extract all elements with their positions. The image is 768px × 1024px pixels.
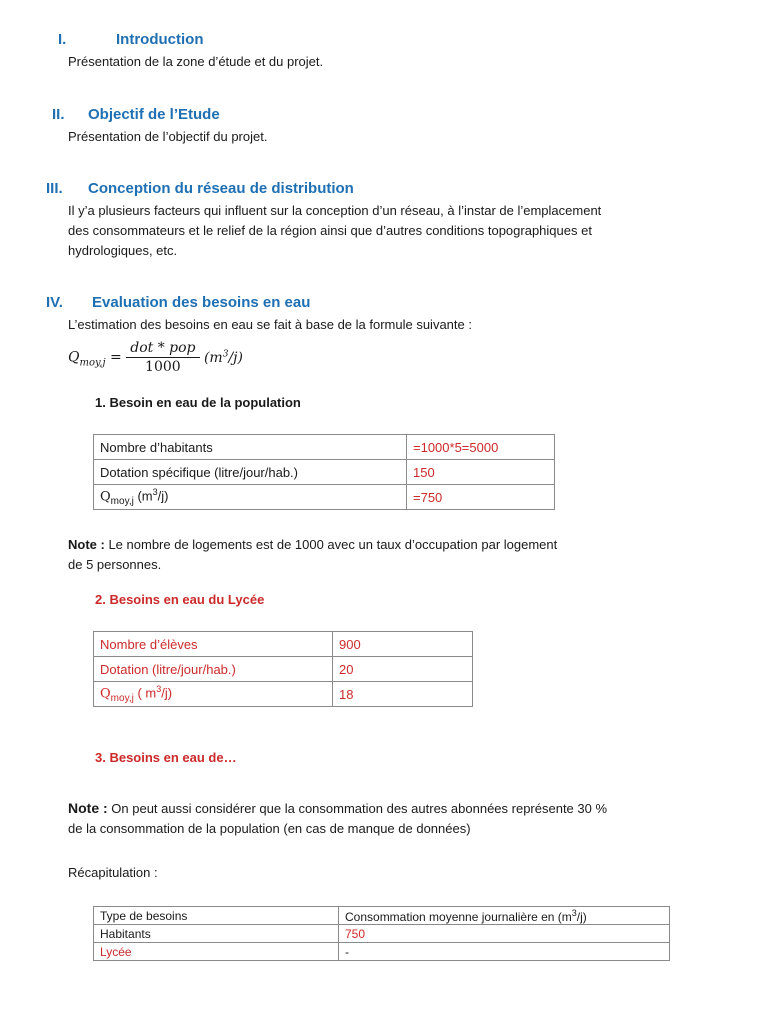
q-symbol: Q [100, 489, 111, 505]
table-cell-value: 18 [333, 682, 473, 707]
table-cell-label: Nombre d’élèves [94, 632, 333, 657]
water-demand-formula [68, 340, 243, 375]
section-4-heading [46, 294, 310, 311]
section-3-title: Conception du réseau de distribution [88, 180, 354, 197]
lycee-table [93, 631, 473, 707]
table-header-type: Type de besoins [94, 907, 339, 925]
section-1-number: I. [58, 31, 67, 48]
q-unit-end: /j) [157, 488, 169, 504]
section-3-line-2: des consommateurs et le relief de la région ainsi que d’autres conditions topographiques et [68, 223, 592, 238]
section-3-line-1: Il y’a plusieurs facteurs qui influent sur la conception d’un réseau, à l’instar de l’emplacement [68, 203, 602, 218]
note-1-line-1: Le nombre de logements est de 1000 avec un taux d’occupation par logement [104, 537, 558, 552]
table-cell-label [94, 682, 333, 707]
table-row [94, 435, 555, 460]
table-cell-label: Dotation (litre/jour/hab.) [94, 657, 333, 682]
formula-numerator: dot * pop [126, 340, 199, 358]
table-cell-label [94, 485, 407, 510]
table-cell-value: 750 [339, 925, 670, 943]
table-row [94, 682, 473, 707]
formula-unit-exponent: 3 [222, 348, 229, 359]
section-4-text: L’estimation des besoins en eau se fait à base de la formule suivante : [68, 317, 472, 332]
note-1 [68, 535, 708, 575]
table-cell-value: - [339, 943, 670, 961]
table-row [94, 632, 473, 657]
section-2-title: Objectif de l’Etude [88, 106, 220, 123]
table-cell-value: =1000*5=5000 [407, 435, 555, 460]
table-header-consumption [339, 907, 670, 925]
section-4-title: Evaluation des besoins en eau [92, 294, 311, 311]
population-table [93, 434, 555, 510]
section-3-heading [46, 180, 354, 197]
note-2 [68, 798, 718, 839]
q-exponent: 3 [156, 684, 162, 695]
recap-table [93, 906, 670, 961]
section-1-heading [58, 31, 203, 48]
subsection-3-title: 3. Besoins en eau de… [95, 750, 237, 765]
q-unit: (m [133, 488, 153, 504]
section-1-text: Présentation de la zone d’étude et du projet. [68, 54, 324, 69]
formula-denominator: 1000 [145, 359, 181, 375]
section-1-title: Introduction [116, 31, 204, 48]
formula-unit [204, 350, 243, 366]
table-cell-label: Nombre d’habitants [94, 435, 407, 460]
section-3-number: III. [46, 180, 63, 197]
table-header-row [94, 907, 670, 925]
table-row [94, 485, 555, 510]
table-cell-label: Dotation spécifique (litre/jour/hab.) [94, 460, 407, 485]
recap-title: Récapitulation : [68, 865, 158, 880]
note-2-line-2: de la consommation de la population (en cas de manque de données) [68, 821, 471, 836]
section-2-number: II. [52, 106, 65, 123]
q-subscript: moy,j [110, 495, 134, 507]
header-consumption-end: /j) [576, 909, 587, 924]
section-2-text: Présentation de l’objectif du projet. [68, 129, 268, 144]
formula-fraction [126, 340, 199, 375]
formula-unit-close: /j) [228, 349, 243, 366]
table-row [94, 943, 670, 961]
section-2-heading [52, 106, 220, 123]
table-cell-label: Habitants [94, 925, 339, 943]
table-cell-value: =750 [407, 485, 555, 510]
formula-lhs-subscript: moy,j [79, 357, 106, 369]
q-exponent: 3 [152, 487, 158, 498]
note-1-label: Note : [68, 537, 105, 552]
section-4-number: IV. [46, 294, 63, 311]
note-2-label: Note : [68, 800, 108, 816]
q-unit: ( m [133, 685, 157, 701]
header-consumption-exponent: 3 [571, 907, 577, 918]
note-2-line-1: On peut aussi considérer que la consommation des autres abonnées représente 30 % [107, 801, 608, 816]
section-3-line-3: hydrologiques, etc. [68, 243, 178, 258]
note-1-line-2: de 5 personnes. [68, 557, 162, 572]
table-row [94, 460, 555, 485]
q-subscript: moy,j [110, 692, 134, 704]
formula-equals: = [110, 349, 122, 366]
table-cell-value: 150 [407, 460, 555, 485]
subsection-2-title: 2. Besoins en eau du Lycée [95, 592, 265, 607]
table-row [94, 657, 473, 682]
section-3-paragraph [68, 201, 708, 261]
q-symbol: Q [100, 686, 111, 702]
table-cell-value: 900 [333, 632, 473, 657]
table-cell-label: Lycée [94, 943, 339, 961]
header-consumption-text: Consommation moyenne journalière en (m [345, 909, 572, 924]
subsection-1-title: 1. Besoin en eau de la population [95, 395, 301, 410]
q-unit-end: /j) [161, 685, 173, 701]
formula-unit-open: (m [203, 349, 223, 366]
table-cell-value: 20 [333, 657, 473, 682]
formula-lhs: Q [68, 349, 80, 366]
table-row [94, 925, 670, 943]
